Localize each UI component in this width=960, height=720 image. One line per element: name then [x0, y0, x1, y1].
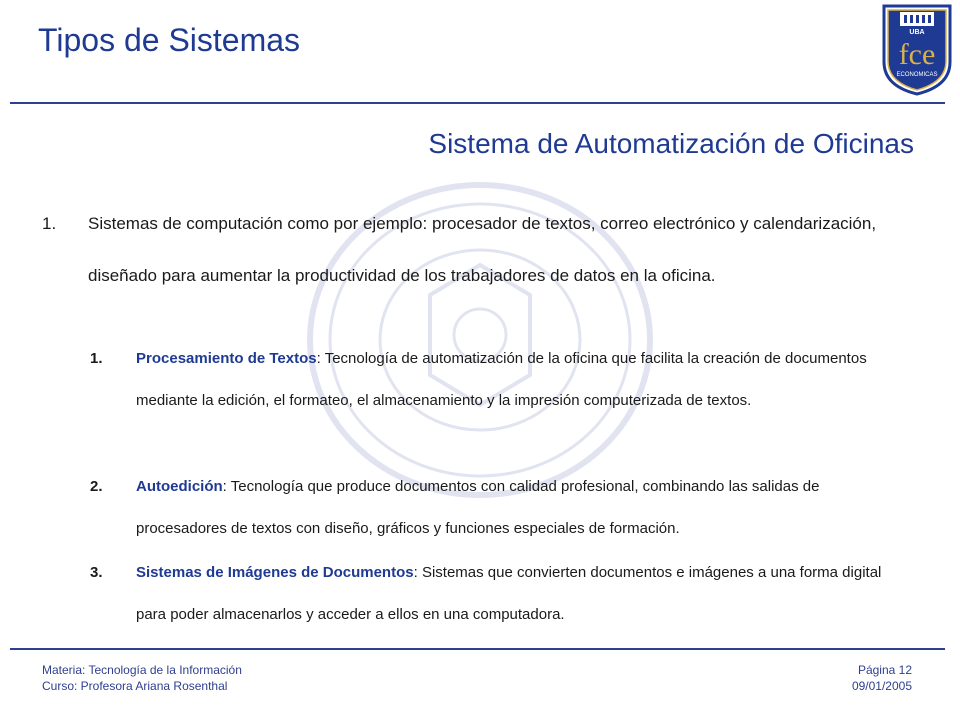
list-number: 1.: [90, 350, 103, 367]
footer-date: 09/01/2005: [851, 679, 912, 693]
list-item-text: [136, 466, 910, 550]
footer-materia: Materia: Tecnología de la Información: [42, 663, 242, 677]
header-divider: [10, 102, 945, 104]
footer-page-info: [852, 662, 912, 694]
list-item-text: [136, 552, 910, 636]
sub-list-item: [90, 338, 910, 422]
main-list-item: [42, 198, 922, 302]
footer-course-info: [42, 662, 242, 694]
list-item-description: : Tecnología que produce documentos con calidad profesional, combinando las salidas de procesadores de textos con diseño, gráficos y funciones especiales de formación.: [136, 478, 820, 537]
sub-list-item: [90, 466, 910, 550]
list-item-term: Sistemas de Imágenes de Documentos: [136, 564, 414, 581]
footer-divider: [10, 648, 945, 650]
logo-top-text: UBA: [909, 29, 925, 36]
list-item-text: [136, 338, 910, 422]
footer-curso: Curso: Profesora Ariana Rosenthal: [42, 679, 228, 693]
list-item-description: : Sistemas que convierten documentos e imágenes a una forma digital para poder almacenarlos y acceder a ellos en una computadora.: [136, 564, 882, 623]
list-number: 3.: [90, 564, 103, 581]
list-item-text: Sistemas de computación como por ejemplo: procesador de textos, correo electrónico y calendarización, diseñado para aumentar la productividad de los trabajadores de datos en la oficina.: [88, 214, 877, 285]
list-item-term: Procesamiento de Textos: [136, 350, 317, 367]
list-item-term: Autoedición: [136, 478, 223, 495]
list-number: 1.: [42, 214, 57, 233]
logo-main-text: fce: [898, 38, 936, 71]
list-number: 2.: [90, 478, 103, 495]
list-item-description: : Tecnología de automatización de la oficina que facilita la creación de documentos mediante la edición, el formateo, el almacenamiento y la impresión computerizada de textos.: [136, 350, 867, 409]
slide-title: Sistema de Automatización de Oficinas: [428, 128, 914, 159]
logo-bottom-text: ECONOMICAS: [896, 72, 938, 78]
sub-list-item: [90, 552, 910, 636]
fce-logo: [880, 2, 954, 96]
header-title: Tipos de Sistemas: [38, 22, 301, 58]
footer-page-number: Página 12: [857, 663, 912, 677]
